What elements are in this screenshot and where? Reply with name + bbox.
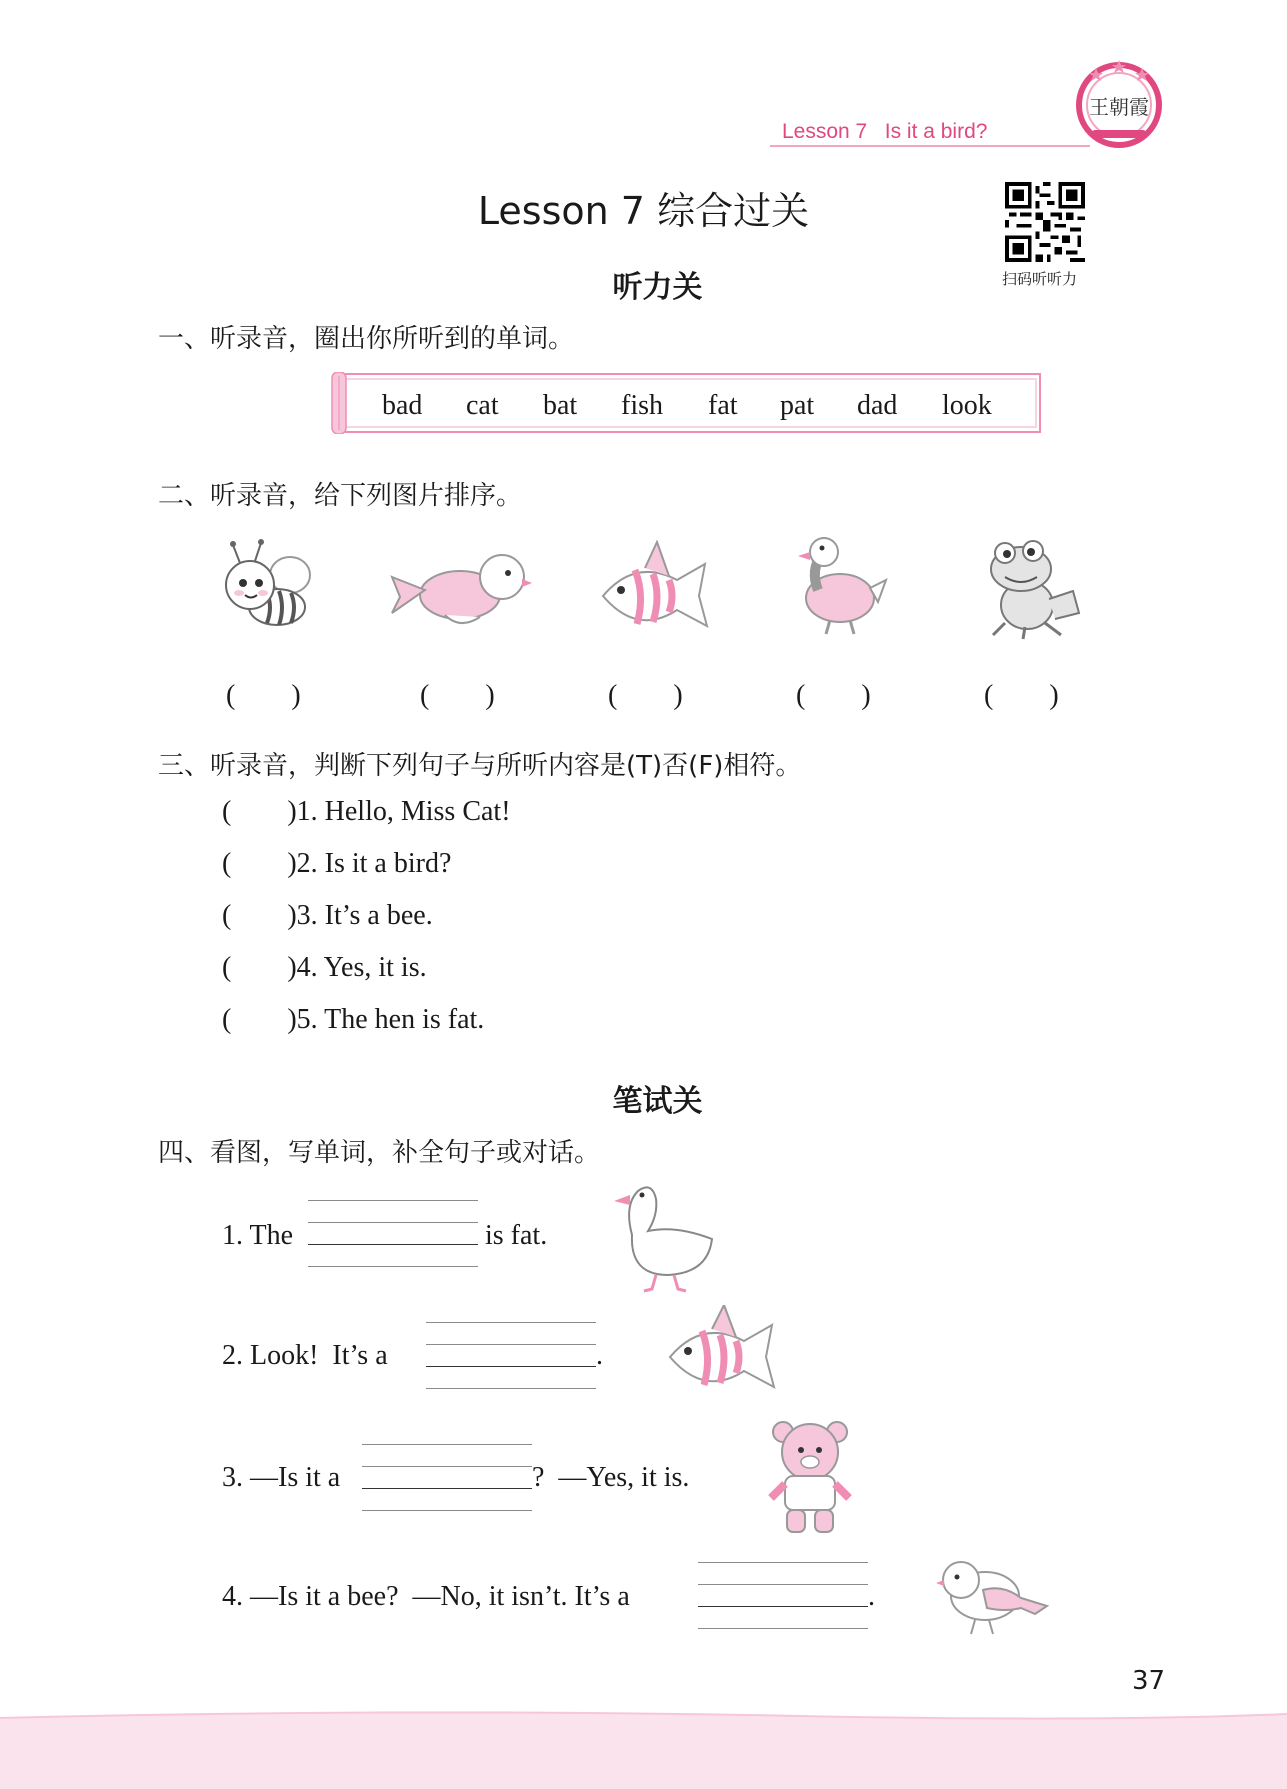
tf-item[interactable]: ( )2. Is it a bird?: [222, 848, 452, 879]
answer-writing-lines[interactable]: [362, 1444, 532, 1514]
sentence-2-prefix: 2. Look! It’s a: [222, 1340, 388, 1371]
q2-instruction: 二、听录音，给下列图片排序。: [158, 481, 523, 511]
sentence-4-suffix: .: [868, 1581, 875, 1612]
q1-instruction: 一、听录音，圈出你所听到的单词。: [158, 324, 575, 354]
tf-item[interactable]: ( )4. Yes, it is.: [222, 952, 427, 983]
answer-paren[interactable]: ( ): [796, 680, 871, 711]
tf-item[interactable]: ( )5. The hen is fat.: [222, 1004, 485, 1035]
bird-icon: [390, 535, 540, 645]
bird-icon: [935, 1550, 1050, 1640]
sentence-3-prefix: 3. —Is it a: [222, 1462, 341, 1493]
sentence-4-prefix: 4. —Is it a bee? —No, it isn’t. It’s a: [222, 1581, 630, 1612]
header-lesson-tag: Lesson 7 Is it a bird?: [782, 120, 988, 143]
qr-caption: 扫码听听力: [1002, 270, 1078, 288]
word-option[interactable]: pat: [780, 390, 815, 421]
header-divider: [770, 145, 1090, 147]
q3-instruction: 三、听录音，判断下列句子与所听内容是(T)否(F)相符。: [158, 751, 802, 781]
word-option[interactable]: dad: [857, 390, 898, 421]
word-option[interactable]: fat: [708, 390, 738, 421]
bear-icon: [765, 1418, 855, 1538]
fish-icon: [595, 540, 715, 650]
answer-paren[interactable]: ( ): [420, 680, 495, 711]
footer-band: [0, 1708, 1287, 1789]
answer-writing-lines[interactable]: [698, 1562, 868, 1632]
section-listening-title: 听力关: [612, 270, 703, 305]
frog-icon: [975, 535, 1085, 645]
duck-icon: [780, 530, 890, 640]
answer-paren[interactable]: ( ): [984, 680, 1059, 711]
word-option[interactable]: look: [942, 390, 992, 421]
answer-paren[interactable]: ( ): [608, 680, 683, 711]
sentence-1-suffix: is fat.: [485, 1220, 548, 1251]
answer-writing-lines[interactable]: [308, 1200, 478, 1270]
tf-item[interactable]: ( )1. Hello, Miss Cat!: [222, 796, 511, 827]
word-scroll-banner: [330, 372, 1045, 434]
sentence-3-suffix: ? —Yes, it is.: [532, 1462, 690, 1493]
sentence-2-suffix: .: [596, 1340, 603, 1371]
word-option[interactable]: fish: [621, 390, 663, 421]
word-option[interactable]: cat: [466, 390, 499, 421]
page-number: 37: [1132, 1666, 1166, 1696]
fish-icon: [662, 1305, 782, 1405]
brand-logo: [1074, 58, 1164, 148]
word-option[interactable]: bad: [382, 390, 423, 421]
goose-icon: [612, 1175, 720, 1293]
page-title: Lesson 7 综合过关: [477, 189, 810, 233]
qr-code-icon[interactable]: [1005, 182, 1085, 262]
q4-instruction: 四、看图，写单词，补全句子或对话。: [158, 1138, 601, 1168]
sentence-1-prefix: 1. The: [222, 1220, 294, 1251]
tf-item[interactable]: ( )3. It’s a bee.: [222, 900, 433, 931]
answer-paren[interactable]: ( ): [226, 680, 301, 711]
word-option[interactable]: bat: [543, 390, 578, 421]
section-writing-title: 笔试关: [612, 1084, 703, 1119]
bee-icon: [215, 535, 325, 645]
logo-text: 王朝霞: [1089, 95, 1149, 119]
answer-writing-lines[interactable]: [426, 1322, 596, 1392]
